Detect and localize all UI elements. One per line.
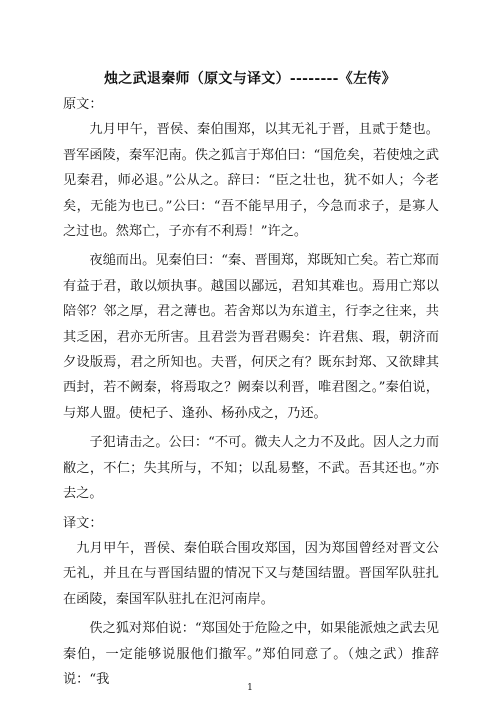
document-title: 烛之武退秦师（原文与译文）--------《左传》 xyxy=(104,71,396,87)
original-paragraph-2: 夜缒而出。见秦伯曰：“秦、晋围郑，郑既知亡矣。若亡郑而有益于君，敢以烦执事。越国以鄙远，君知其难也。焉用亡郑以陪邻？邻之厚，君之薄也。若舍郑以为东道主，行李之往来，共其乏困，君亦无所害。且君尝为晋君赐矣：许君焦、瑕，朝济而夕设版焉，君之所知也。夫晋，何厌之有？既东封郑、又欲肆其西封，若不阙秦，将焉取之？阙秦以利晋，唯君图之。”秦伯说，与郑人盟。使杞子、逢孙、杨孙戍之，乃还。 xyxy=(63,253,440,421)
document-body xyxy=(63,92,439,696)
translation-paragraph-1: 九月甲午，晋侯、秦伯联合围攻郑国，因为郑国曾经对晋文公无礼，并且在与晋国结盟的情况下又与楚国结盟。晋国军队驻扎在函陵，秦国军队驻扎在氾河南岸。 xyxy=(63,540,439,607)
translation-label: 译文： xyxy=(63,515,103,531)
translation-paragraph-2: 佚之狐对郑伯说：“郑国处于危险之中，如果能派烛之武去见秦伯，一定能够说服他们撤军。”郑伯同意了。（烛之武）推辞说：“我 xyxy=(63,621,440,687)
original-text-label: 原文： xyxy=(63,97,103,112)
page-number: 1 xyxy=(247,683,253,693)
original-paragraph-3: 子犯请击之。公曰：“不可。微夫人之力不及此。因人之力而敝之，不仁；失其所与，不知；以乱易整，不武。吾其还也。”亦去之。 xyxy=(63,435,440,502)
original-paragraph-1: 九月甲午，晋侯、秦伯围郑，以其无礼于晋，且贰于楚也。晋军函陵，秦军氾南。佚之狐言于郑伯曰：“国危矣，若使烛之武见秦君，师必退。”公从之。辞曰：“臣之壮也，犹不如人；今老矣，无能为也已。”公曰：“吾不能早用子，今急而求子，是寡人之过也。然郑亡，子亦有不利焉！”许之。 xyxy=(63,122,439,240)
